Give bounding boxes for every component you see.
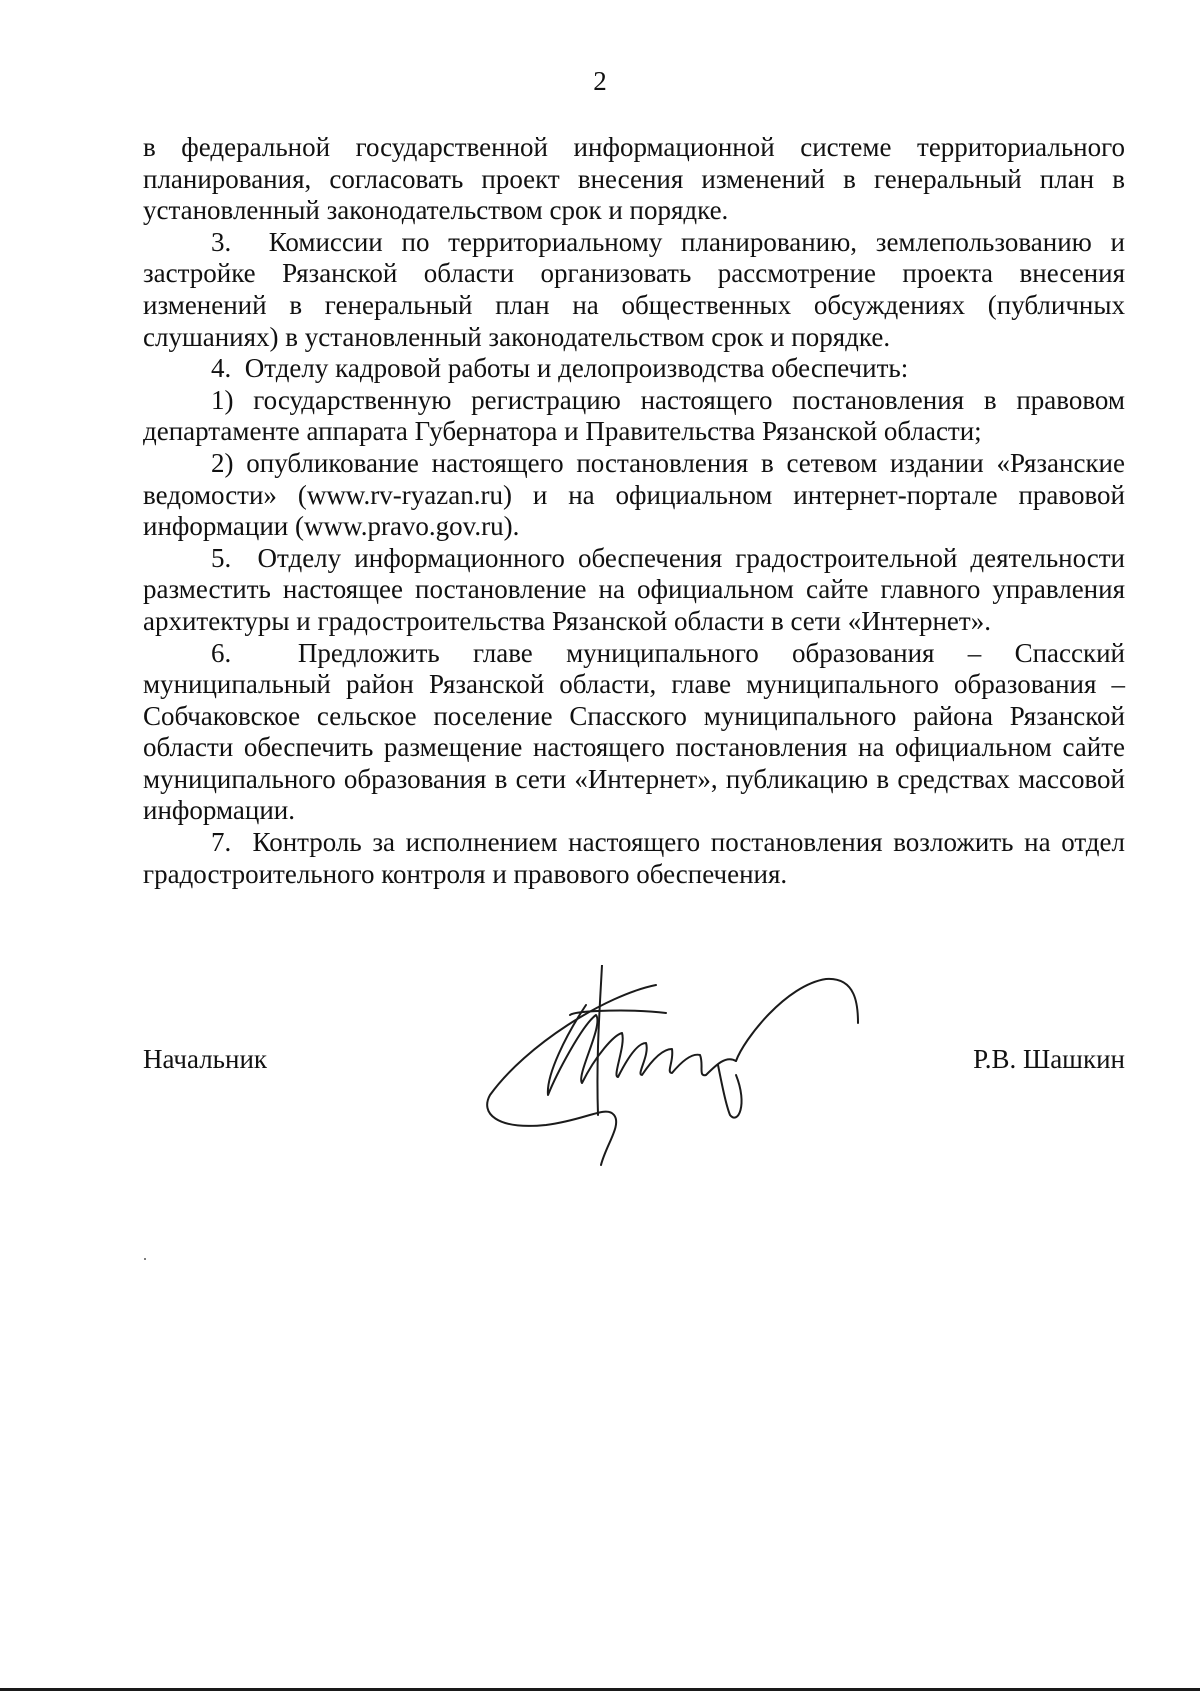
signature-stroke-vertical — [597, 965, 602, 1115]
scan-speck — [144, 1258, 146, 1260]
paragraph-item-6: 6. Предложить главе муниципального образования – Спасский муниципальный район Рязанской области, главе муниципального образования – Собчаковское сельское поселение Спасского муниципального района Рязанской области обеспечить размещение настоящего постановления на официальном сайте муниципального образования в сети «Интернет», публикацию в средствах массовой информации. — [143, 637, 1125, 826]
signature-stroke-tail — [736, 979, 858, 1061]
paragraph-item-5: 5. Отделу информационного обеспечения градостроительной деятельности разместить настоящее постановление на официальном сайте главного управления архитектуры и градостроительства Рязанской области в сети «Интернет». — [143, 542, 1125, 636]
paragraph-item-3: 3. Комиссии по территориальному планированию, землепользованию и застройке Рязанской области организовать рассмотрение проекта внесения изменений в генеральный план на общественных обсуждениях (публичных слушаниях) в установленный законодательством срок и порядке. — [143, 226, 1125, 352]
signature-stroke-hook — [718, 1065, 742, 1118]
page-bottom-rule — [0, 1688, 1200, 1691]
document-body — [143, 132, 1125, 890]
paragraph-item-4-2: 2) опубликование настоящего постановления в сетевом издании «Рязанские ведомости» (www.rv-ryazan.ru) и на официальном интернет-портале правовой информации (www.pravo.gov.ru). — [143, 447, 1125, 542]
signature-stroke-loop — [487, 985, 656, 1165]
paragraph-item-4-1: 1) государственную регистрацию настоящего постановления в правовом департаменте аппарата Губернатора и Правительства Рязанской области; — [143, 384, 1125, 447]
paragraph-continuation: в федеральной государственной информационной системе территориального планирования, согласовать проект внесения изменений в генеральный план в установленный законодательством срок и порядке. — [143, 132, 1125, 226]
paragraph-item-7: 7. Контроль за исполнением настоящего постановления возложить на отдел градостроительного контроля и правового обеспечения. — [143, 827, 1125, 889]
page-number: 2 — [593, 66, 607, 96]
signature-stroke-letters — [548, 1005, 736, 1095]
signatory-title: Начальник — [143, 1044, 268, 1074]
paragraph-item-4: 4. Отделу кадровой работы и делопроизводства обеспечить: — [211, 353, 909, 384]
signatory-name: Р.В. Шашкин — [973, 1044, 1125, 1074]
handwritten-signature — [486, 965, 942, 1180]
